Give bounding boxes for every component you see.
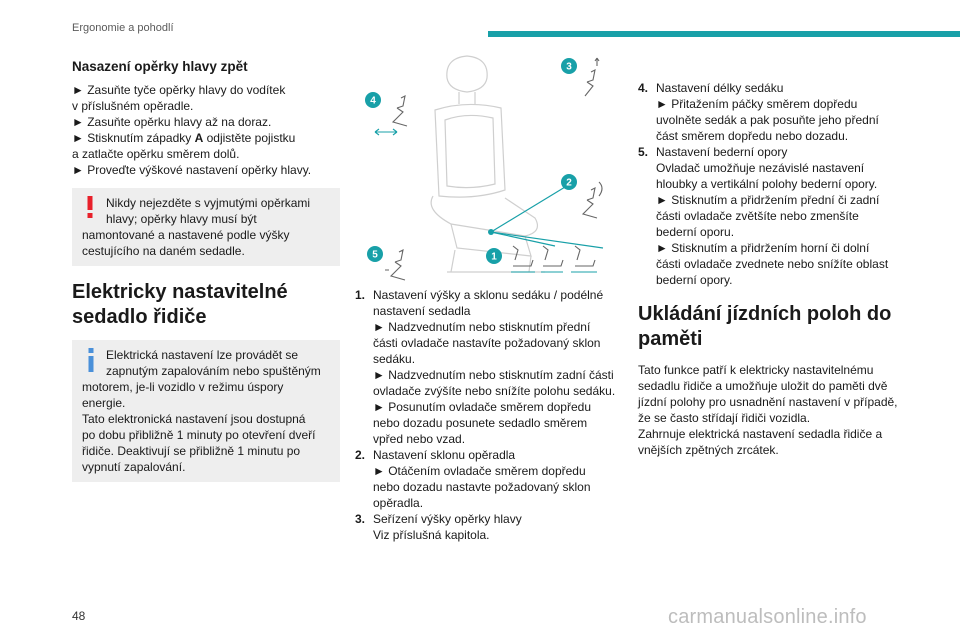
section-title: Ergonomie a pohodlí	[72, 22, 174, 34]
item-line: nastavení sedadla	[373, 304, 471, 318]
badge-2	[561, 174, 577, 190]
item-line: ► Otáčením ovladače směrem dopředu	[373, 464, 586, 478]
paragraph-line: Zahrnuje elektrická nastavení sedadla řidiče a	[638, 427, 883, 441]
item-line: nebo dozadu posunete sedadlo směrem	[373, 416, 588, 430]
info-icon	[87, 348, 95, 372]
control-point	[488, 229, 494, 235]
lumbar-adjust-icon	[385, 250, 405, 280]
badge-4-label: 4	[370, 95, 376, 107]
warning-line: namontované a nastavené podle výšky	[82, 228, 290, 242]
item-line: ► Stisknutím a přidržením horní či dolní	[656, 241, 870, 255]
item-line: ► Stisknutím a přidržením přední či zadní	[656, 193, 880, 207]
electric-seat-heading	[72, 280, 340, 330]
warning-line: cestujícího na daném sedadle.	[82, 244, 245, 258]
badge-2-label: 2	[566, 177, 572, 189]
column-left	[72, 58, 340, 496]
item-line: bederní opory.	[656, 273, 733, 287]
badge-5-label: 5	[372, 249, 378, 261]
step-line: v příslušném opěradle.	[72, 99, 194, 113]
heading-line: Ukládání jízdních poloh do	[638, 303, 892, 325]
heading-line: paměti	[638, 328, 703, 350]
info-callout	[72, 340, 340, 482]
item-line: uvolněte sedák a pak posuňte jeho přední	[656, 113, 879, 127]
step-line: ► Zasuňte tyče opěrky hlavy do vodítek	[72, 83, 286, 97]
item-line: opěradla.	[373, 496, 424, 510]
memory-paragraph	[638, 362, 908, 458]
paragraph-line: Tato funkce patří k elektricky nastavitelnému	[638, 363, 874, 377]
info-line: Elektrická nastavení lze provádět se	[106, 348, 299, 362]
item-number: 5.	[638, 145, 649, 159]
seat-controls-illustration	[355, 50, 620, 282]
badge-5	[367, 246, 383, 262]
item-line: části ovladače zvednete nebo snížíte oblast	[656, 257, 889, 271]
badge-3	[561, 58, 577, 74]
info-line: Tato elektronická nastavení jsou dostupná	[82, 412, 306, 426]
column-right	[638, 80, 908, 458]
step-line: ► Proveďte výškové nastavení opěrky hlavy.	[72, 163, 312, 177]
item-line: Viz příslušná kapitola.	[373, 528, 490, 542]
item-line: Nastavení výšky a sklonu sedáku / podélné	[373, 288, 604, 302]
page-number: 48	[72, 609, 86, 623]
step-line: a zatlačte opěrku směrem dolů.	[72, 147, 240, 161]
heading-line: Elektricky nastavitelné	[72, 281, 288, 303]
paragraph-line: vnějších zpětných zrcátek.	[638, 443, 779, 457]
list-item	[355, 447, 625, 511]
item-line: bederní oporu.	[656, 225, 735, 239]
step-line	[72, 130, 340, 146]
column-middle	[355, 287, 625, 543]
item-line: Nastavení délky sedáku	[656, 81, 784, 95]
warning-exclamation-icon	[86, 196, 94, 218]
list-item	[355, 287, 625, 447]
headrest-adjust-icon	[585, 58, 599, 96]
item-line: ovladače zvýšíte nebo snížíte polohu sedáku.	[373, 384, 616, 398]
warning-line: Nikdy nejezděte s vyjmutými opěrkami	[106, 196, 311, 210]
info-line: energie.	[82, 396, 126, 410]
step-text: ► Stisknutím západky	[72, 131, 192, 145]
item-line: Ovladač umožňuje nezávislé nastavení	[656, 161, 865, 175]
backrest-tilt-icon	[583, 182, 602, 218]
item-line: nebo dozadu nastavte požadovaný sklon	[373, 480, 591, 494]
item-line: část směrem dopředu nebo dozadu.	[656, 129, 849, 143]
step-line: ► Zasuňte opěrku hlavy až na doraz.	[72, 115, 272, 129]
item-line: vpřed nebo vzad.	[373, 432, 466, 446]
item-line: ► Nadzvednutím nebo stisknutím přední	[373, 320, 591, 334]
info-line: řidiče. Deaktivují se přibližně 1 minutu po	[82, 444, 301, 458]
badge-1	[486, 248, 502, 264]
header-accent-bar	[488, 31, 960, 37]
item-line: části ovladače nastavíte požadovaný sklon	[373, 336, 601, 350]
item-line: Nastavení bederní opory	[656, 145, 788, 159]
heading-line: sedadlo řidiče	[72, 306, 207, 328]
badge-4	[365, 92, 381, 108]
item-line: ► Posunutím ovladače směrem dopředu	[373, 400, 591, 414]
paragraph-line: sedadlu řidiče a umožňuje uložit do paměti dvě	[638, 379, 888, 393]
item-line: ► Nadzvednutím nebo stisknutím zadní části	[373, 368, 614, 382]
step-text: odjistěte pojistku	[206, 131, 296, 145]
badge-1-label: 1	[491, 251, 497, 263]
info-line: vypnutí zapalování.	[82, 460, 186, 474]
watermark: carmanualsonline.info	[668, 606, 867, 628]
item-line: Nastavení sklonu opěradla	[373, 448, 516, 462]
info-line: motorem, je-li vozidlo v režimu úspory	[82, 380, 284, 394]
memory-positions-heading	[638, 302, 908, 352]
warning-line: hlavy; opěrky hlavy musí být	[106, 212, 257, 226]
badge-3-label: 3	[566, 61, 572, 73]
item-number: 3.	[355, 512, 366, 526]
headrest-steps	[72, 82, 340, 178]
item-number: 4.	[638, 81, 649, 95]
item-line: hloubky a vertikální polohy bederní opory.	[656, 177, 878, 191]
leader-lines	[491, 184, 603, 248]
list-item	[638, 144, 908, 288]
cushion-adjust-icons	[511, 246, 597, 272]
headrest-refit-heading: Nasazení opěrky hlavy zpět	[72, 59, 248, 74]
item-line: Seřízení výšky opěrky hlavy	[373, 512, 522, 526]
list-item	[638, 80, 908, 144]
item-line: ► Přitažením páčky směrem dopředu	[656, 97, 858, 111]
latch-label: A	[194, 131, 204, 145]
item-number: 1.	[355, 288, 366, 302]
list-item	[355, 511, 625, 543]
item-line: sedáku.	[373, 352, 416, 366]
item-number: 2.	[355, 448, 366, 462]
info-line: po dobu přibližně 1 minuty po otevření dveří	[82, 428, 316, 442]
item-line: části ovladače zvětšíte nebo zmenšíte	[656, 209, 859, 223]
warning-callout	[72, 188, 340, 266]
paragraph-line: jízdní polohy pro usnadnění nastavení v případě,	[638, 395, 898, 409]
paragraph-line: že se často střídají řidiči vozidla.	[638, 411, 811, 425]
info-line: zapnutým zapalováním nebo spuštěným	[106, 364, 321, 378]
